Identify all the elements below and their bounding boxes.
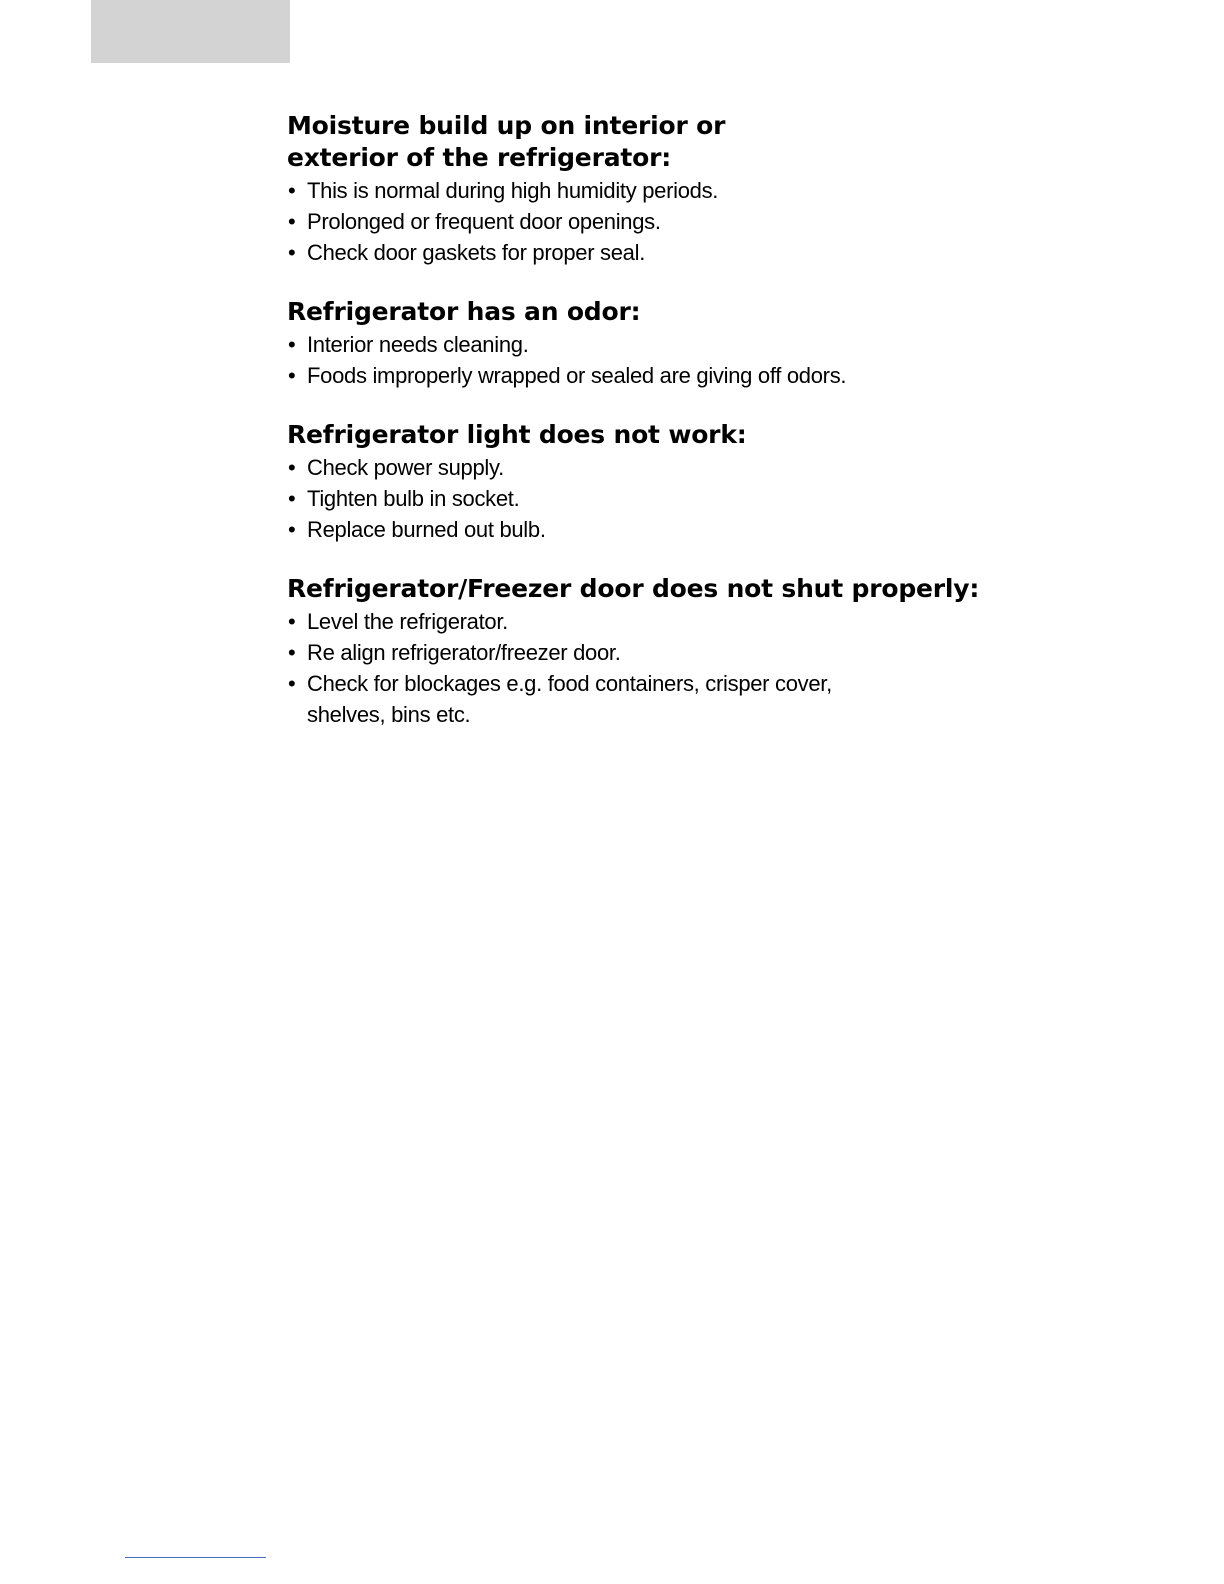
section-heading: Moisture build up on interior or exterior of the refrigerator: [287,111,726,172]
list-item-text: Check door gaskets for proper seal. [307,240,646,265]
list-item-text: Check for blockages e.g. food containers, crisper cover, shelves, bins etc. [307,671,832,727]
list-item [287,514,1007,545]
bullet-list [287,606,1007,730]
list-item [287,329,1007,360]
list-item-text: Interior needs cleaning. [307,332,529,357]
list-item [287,668,1007,730]
list-item [287,483,1007,514]
list-item [287,360,1007,391]
list-item [287,606,1007,637]
section-moisture [287,110,1007,268]
list-item [287,637,1007,668]
bullet-list [287,175,1007,268]
list-item-text: Re align refrigerator/freezer door. [307,640,621,665]
list-item-text: Prolonged or frequent door openings. [307,209,661,234]
list-item [287,452,1007,483]
list-item-text: Foods improperly wrapped or sealed are giving off odors. [307,363,847,388]
list-item-text: Level the refrigerator. [307,609,508,634]
section-heading: Refrigerator has an odor: [287,297,641,326]
list-item [287,206,1007,237]
section-door [287,573,1007,730]
list-item-text: Replace burned out bulb. [307,517,546,542]
section-heading: Refrigerator light does not work: [287,420,747,449]
list-item [287,237,1007,268]
list-item [287,175,1007,206]
list-item-text: This is normal during high humidity periods. [307,178,719,203]
list-item-text: Check power supply. [307,455,504,480]
troubleshooting-content [287,110,1007,758]
page-corner-tab [91,0,290,63]
list-item-text: Tighten bulb in socket. [307,486,520,511]
section-heading: Refrigerator/Freezer door does not shut properly: [287,574,980,603]
section-light [287,419,1007,545]
bullet-list [287,329,1007,391]
bullet-list [287,452,1007,545]
section-odor [287,296,1007,391]
footer-rule [125,1557,266,1558]
